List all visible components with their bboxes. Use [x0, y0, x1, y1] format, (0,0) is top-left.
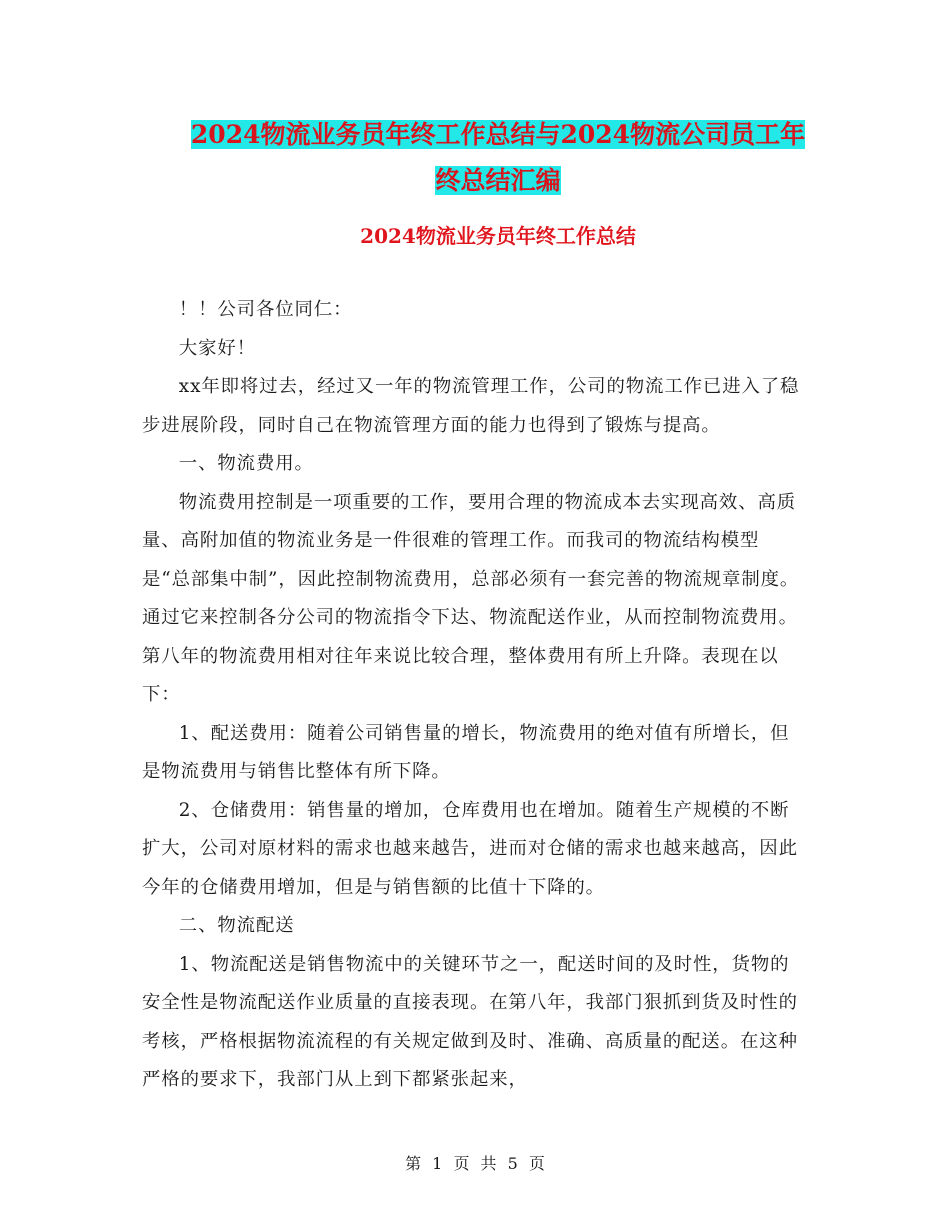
section-title: 2024物流业务员年终工作总结: [360, 224, 636, 248]
paragraph-delivery: 1、物流配送是销售物流中的关键环节之一，配送时间的及时性，货物的安全性是物流配送作业质量的直接表现。在第八年，我部门狠抓到货及时性的考核，严格根据物流流程的有关规定做到及时、准确、高质量的配送。在这种严格的要求下，我部门从上到下都紧张起来，: [142, 953, 798, 1090]
page-footer: 第 1 页 共 5 页: [405, 1154, 545, 1173]
heading-logistics-cost: 一、物流费用。: [178, 453, 314, 474]
paragraph-intro: xx年即将过去，经过又一年的物流管理工作，公司的物流工作已进入了稳步进展阶段，同时自己在物流管理方面的能力也得到了锻炼与提高。: [142, 376, 800, 436]
title-line-2: 终总结汇编: [435, 166, 561, 195]
paragraph-storage-cost: 2、仓储费用：销售量的增加，仓库费用也在增加。随着生产规模的不断扩大，公司对原材料的需求也越来越告，进而对仓储的需求也越来越高，因此今年的仓储费用增加，但是与销售额的比值十下降的。: [142, 799, 798, 898]
document-title: [140, 112, 856, 204]
document-body: [142, 291, 808, 1100]
heading-logistics-delivery: 二、物流配送: [178, 915, 295, 936]
title-line-1: 2024物流业务员年终工作总结与2024物流公司员工年: [190, 120, 806, 149]
paragraph-delivery-cost: 1、配送费用：随着公司销售量的增长，物流费用的绝对值有所增长，但是物流费用与销售比整体有所下降。: [142, 722, 790, 782]
paragraph-salutation: ！！公司各位同仁：: [178, 299, 353, 320]
paragraph-greeting: 大家好！: [178, 337, 256, 359]
paragraph-cost-control: 物流费用控制是一项重要的工作，要用合理的物流成本去实现高效、高质量、高附加值的物流业务是一件很难的管理工作。而我司的物流结构模型是“总部集中制”，因此控制物流费用，总部必须有一套完善的物流规章制度。通过它来控制各分公司的物流指令下达、物流配送作业，从而控制物流费用。第八年的物流费用相对往年来说比较合理，整体费用有所上升降。表现在以下：: [142, 491, 800, 705]
